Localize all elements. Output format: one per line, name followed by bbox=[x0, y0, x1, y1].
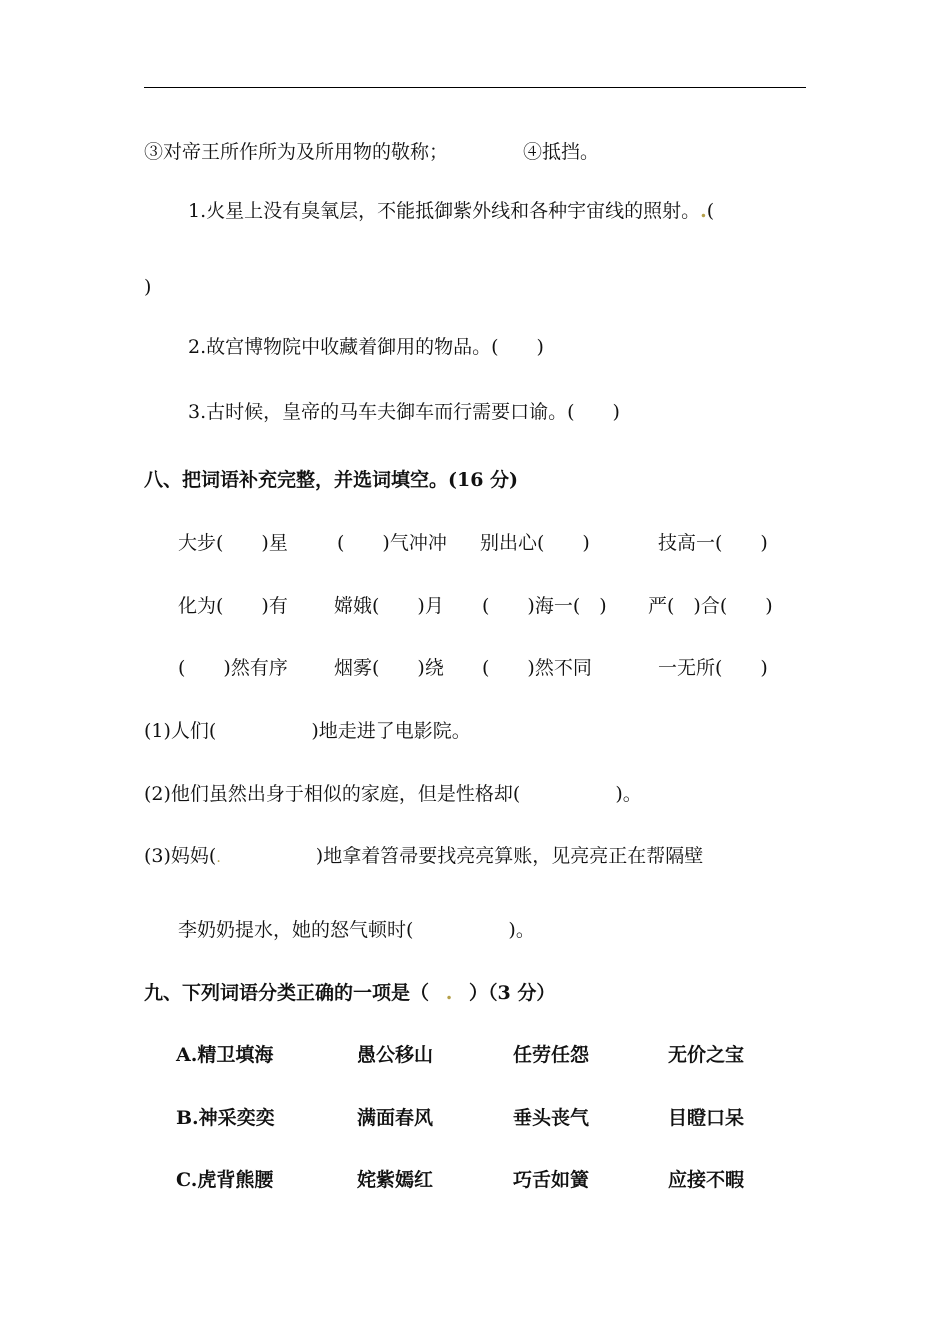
word-cell: ( )然不同 bbox=[482, 657, 592, 679]
section-9-title-dot: . bbox=[445, 982, 453, 1004]
question-3: 3.古时候，皇帝的马车夫御车而行需要口谕。( ) bbox=[188, 401, 620, 423]
option-word: 满面春风 bbox=[357, 1107, 434, 1129]
option-c-label: C.虎背熊腰 bbox=[176, 1169, 274, 1191]
fill-sentence-3 bbox=[144, 844, 703, 870]
question-1-dot: . bbox=[700, 200, 707, 222]
word-cell: ( )气冲冲 bbox=[337, 532, 447, 554]
option-word: 目瞪口呆 bbox=[668, 1107, 745, 1129]
word-cell: 嫦娥( )月 bbox=[334, 595, 444, 617]
section-9-title-end: ）（3 分） bbox=[469, 982, 556, 1004]
word-cell: 别出心( ) bbox=[480, 532, 590, 554]
word-cell: 化为( )有 bbox=[178, 595, 288, 617]
definition-4: ④抵挡。 bbox=[523, 141, 600, 163]
fill-sentence-1: (1)人们( )地走进了电影院。 bbox=[144, 720, 471, 742]
fill-sentence-3-rest: )地拿着笤帚要找亮亮算账，见亮亮正在帮隔壁 bbox=[220, 845, 704, 867]
word-cell: ( )然有序 bbox=[178, 657, 288, 679]
definition-3: ③对帝王所作所为及所用物的敬称； bbox=[144, 141, 449, 163]
fill-sentence-3-continued: 李奶奶提水，她的怒气顿时( )。 bbox=[178, 919, 535, 941]
question-1 bbox=[188, 199, 714, 223]
option-word: 垂头丧气 bbox=[513, 1107, 590, 1129]
question-2: 2.故宫博物院中收藏着御用的物品。( ) bbox=[188, 336, 544, 358]
option-word: 应接不暇 bbox=[668, 1169, 745, 1191]
section-9-title bbox=[144, 981, 555, 1005]
section-9-title-start: 九、下列词语分类正确的一项是（ bbox=[144, 982, 430, 1004]
fill-sentence-3-start: (3)妈妈( bbox=[144, 845, 217, 867]
header-rule bbox=[144, 87, 806, 88]
option-b-label: B.神采奕奕 bbox=[176, 1107, 275, 1129]
option-word: 任劳任怨 bbox=[513, 1044, 590, 1066]
word-cell: 一无所( ) bbox=[658, 657, 768, 679]
word-cell: 严( )合( ) bbox=[648, 595, 773, 617]
fill-sentence-3-dot: . bbox=[216, 850, 221, 866]
word-cell: 大步( )星 bbox=[178, 532, 288, 554]
option-a-label: A.精卫填海 bbox=[176, 1044, 274, 1066]
word-cell: 技高一( ) bbox=[658, 532, 768, 554]
fill-sentence-2: (2)他们虽然出身于相似的家庭，但是性格却( )。 bbox=[144, 783, 642, 805]
option-word: 愚公移山 bbox=[357, 1044, 434, 1066]
option-word: 姹紫嫣红 bbox=[357, 1169, 434, 1191]
word-cell: 烟雾( )绕 bbox=[334, 657, 444, 679]
word-cell: ( )海一( ) bbox=[482, 595, 607, 617]
option-word: 无价之宝 bbox=[668, 1044, 745, 1066]
option-word: 巧舌如簧 bbox=[513, 1169, 590, 1191]
question-1-open-paren: ( bbox=[706, 200, 715, 222]
question-1-close-paren: ) bbox=[144, 276, 152, 298]
section-8-title: 八、把词语补充完整，并选词填空。(16 分) bbox=[144, 469, 519, 491]
question-1-text: 1.火星上没有臭氧层，不能抵御紫外线和各种宇宙线的照射。 bbox=[188, 200, 701, 222]
